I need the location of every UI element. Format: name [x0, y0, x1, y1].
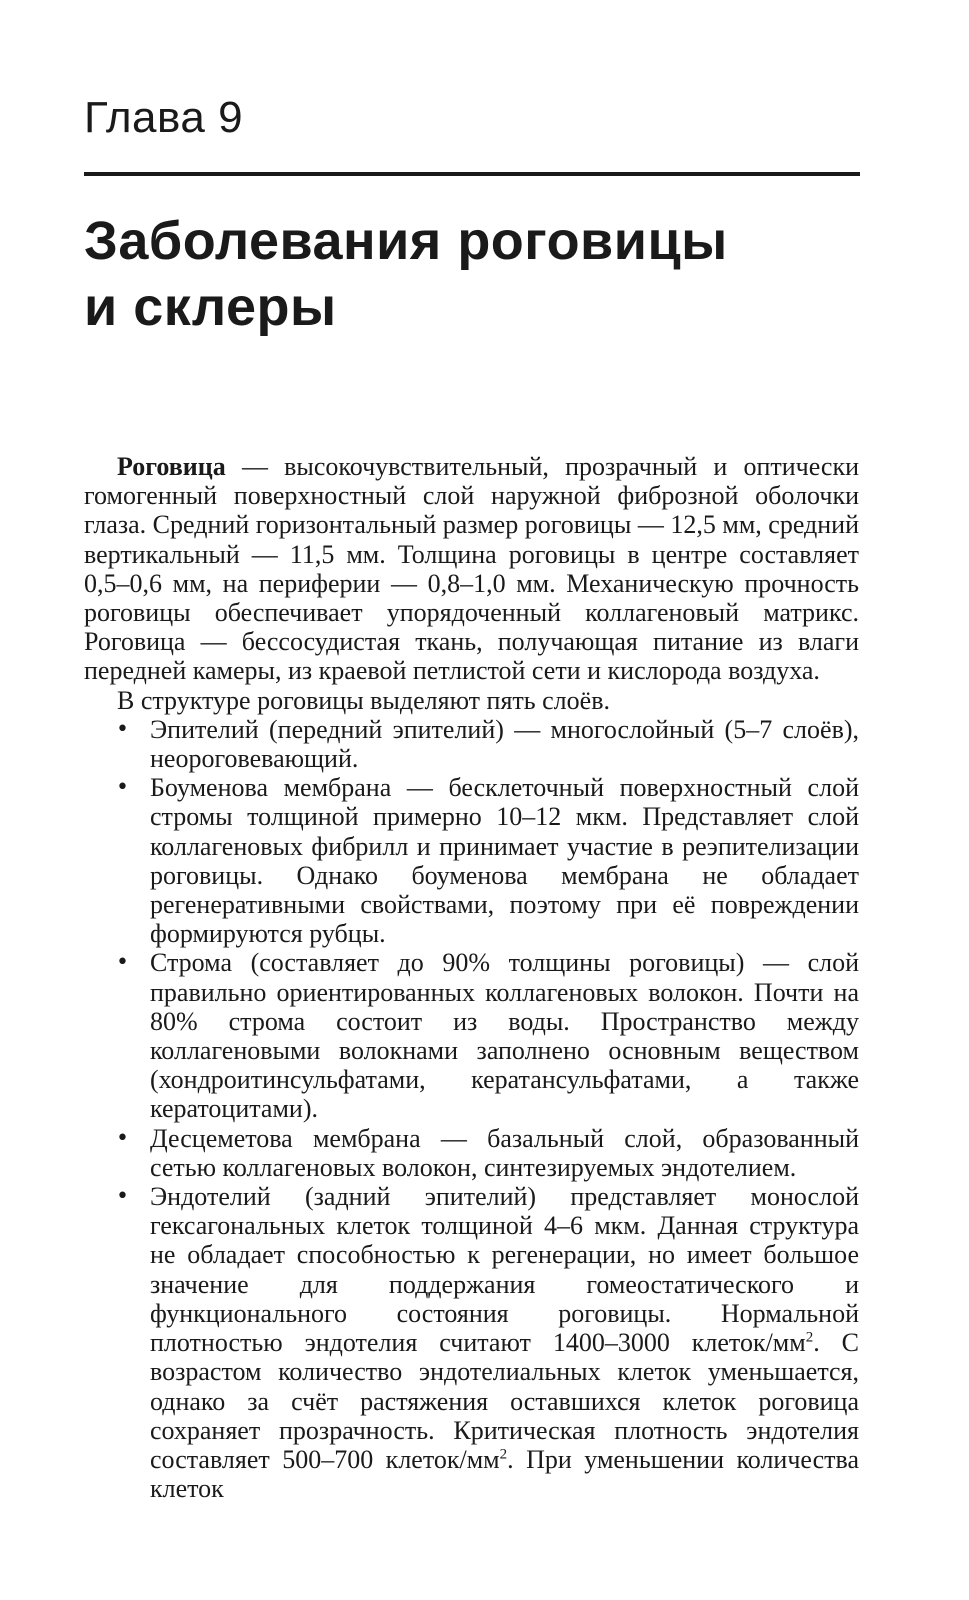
list-item [84, 1182, 859, 1503]
endothelium-part-3: . При уменьшении количества клеток [150, 1444, 859, 1504]
layer-text: Строма (составляет до 90% толщины роговицы) — слой правильно ориентированных коллагеновых волокон. Почти на 80% строма состоит из воды. Пространство между коллагеновыми волокнами заполнено основным веществом (хондроитинсульфатами, кератансульфатами, а также кератоцитами). [150, 948, 859, 1124]
layer-text-endothelium [150, 1182, 859, 1503]
chapter-title-line-1: Заболевания роговицы [84, 211, 728, 271]
list-item [84, 715, 859, 773]
bullet-icon: • [116, 950, 129, 976]
layer-text: Боуменова мембрана — бесклеточный поверхностный слой стромы толщиной примерно 10–12 мкм. Представляет слой коллагеновых фибрилл и принимает участие в реэпителизации роговицы. Однако боуменова мембрана не обладает регенеративными свойствами, поэтому при её повреждении формируются рубцы. [150, 773, 859, 949]
bullet-icon: • [116, 1125, 129, 1151]
layer-list [84, 715, 859, 1503]
chapter-title-line-2: и склеры [84, 277, 337, 337]
endothelium-part-2: . С возрастом количество эндотелиальных клеток уменьшается, однако за счёт растяжения оставшихся клеток роговица сохраняет прозрачность. Критическая плотность эндотелия составляет 500–700 клеток/мм [150, 1328, 859, 1474]
intro-term: Роговица [117, 452, 226, 481]
chapter-divider [84, 172, 860, 176]
bullet-icon: • [116, 775, 129, 801]
bullet-icon: • [116, 716, 129, 742]
layer-text: Десцеметова мембрана — базальный слой, образованный сетью коллагеновых волокон, синтезируемых эндотелием. [150, 1123, 859, 1182]
superscript-2: 2 [805, 1329, 814, 1346]
endothelium-part-1: Эндотелий (задний эпителий) представляет монослой гексагональных клеток толщиной 4–6 мкм. Данная структура не обладает способностью к регенерации, но имеет большое значение для поддержания гомеостатического и функционального состояния роговицы. Нормальной плотностью эндотелия считают 1400–3000 клеток/мм [150, 1182, 859, 1358]
intro-paragraph [84, 452, 859, 686]
chapter-label: Глава 9 [84, 93, 244, 142]
layer-text: Эпителий (передний эпителий) — многослойный (5–7 слоёв), неороговевающий. [150, 714, 859, 774]
intro-text: — высокочувствительный, прозрачный и оптически гомогенный поверхностный слой наружной фиброзной оболочки глаза. Средний горизонтальный размер роговицы — 12,5 мм, средний вертикальный — 11,5 мм. Толщина роговицы в центре составляет 0,5–0,6 мм, на периферии — 0,8–1,0 мм. Механическую прочность роговицы обеспечивает упорядоченный коллагеновый матрикс. Роговица — бессосудистая ткань, получающая питание из влаги передней камеры, из краевой петлистой сети и кислорода воздуха. [84, 452, 859, 686]
list-item [84, 773, 859, 948]
list-item [84, 948, 859, 1123]
bullet-icon: • [116, 1184, 129, 1210]
body-text [84, 452, 859, 1503]
chapter-title [84, 208, 864, 340]
superscript-2: 2 [499, 1446, 508, 1463]
layers-intro-paragraph: В структуре роговицы выделяют пять слоёв. [117, 685, 610, 715]
list-item [84, 1124, 859, 1182]
